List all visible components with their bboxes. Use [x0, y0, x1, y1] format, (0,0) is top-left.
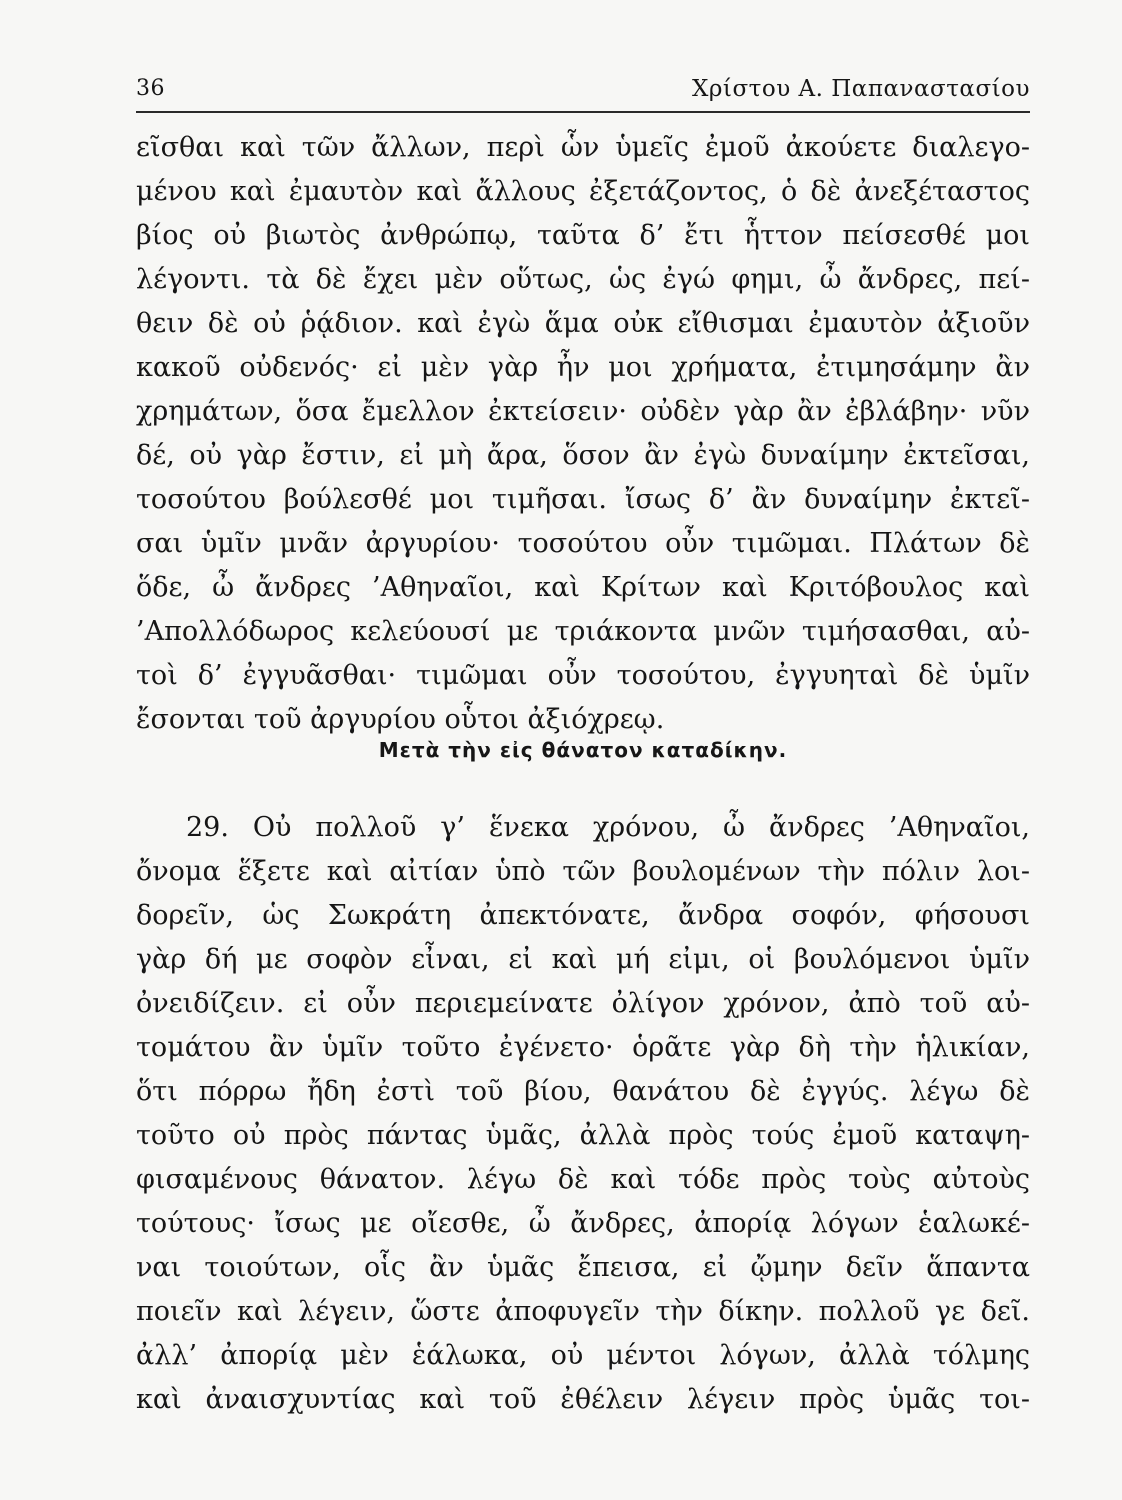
- text-line: ὄνομα ἕξετε καὶ αἰτίαν ὑπὸ τῶν βουλομένων τὴν πόλιν λοι-: [136, 856, 1030, 887]
- text-line: ὀνειδίζειν. εἰ οὖν περιεμείνατε ὀλίγον χρόνον, ἀπὸ τοῦ αὐ-: [136, 988, 1030, 1019]
- text-line: σαι ὑμῖν μνᾶν ἀργυρίου· τοσούτου οὖν τιμῶμαι. Πλάτων δὲ: [136, 528, 1030, 559]
- text-line: ὅδε, ὦ ἄνδρες ’Αθηναῖοι, καὶ Κρίτων καὶ Κριτόβουλος καὶ: [136, 572, 1030, 603]
- text-line: ἀλλ’ ἀπορίᾳ μὲν ἑάλωκα, οὐ μέντοι λόγων, ἀλλὰ τόλμης: [136, 1340, 1030, 1371]
- text-line: καὶ ἀναισχυντίας καὶ τοῦ ἐθέλειν λέγειν πρὸς ὑμᾶς τοι-: [136, 1384, 1030, 1415]
- text-block-chapter-29: [136, 806, 1030, 1422]
- text-line: τοσούτου βούλεσθέ μοι τιμῆσαι. ἴσως δ’ ἂν δυναίμην ἐκτεῖ-: [136, 484, 1030, 515]
- page-number: 36: [136, 76, 165, 101]
- text-line: ναι τοιούτων, οἷς ἂν ὑμᾶς ἔπεισα, εἰ ᾤμην δεῖν ἅπαντα: [136, 1252, 1030, 1283]
- running-title: Χρίστου Α. Παπαναστασίου: [692, 76, 1030, 102]
- text-line: χρημάτων, ὅσα ἔμελλον ἐκτείσειν· οὐδὲν γὰρ ἂν ἐβλάβην· νῦν: [136, 396, 1030, 427]
- text-line: δορεῖν, ὡς Σωκράτη ἀπεκτόνατε, ἄνδρα σοφόν, φήσουσι: [136, 900, 1030, 931]
- text-line: τοῦτο οὐ πρὸς πάντας ὑμᾶς, ἀλλὰ πρὸς τούς ἐμοῦ καταψη-: [136, 1120, 1030, 1151]
- header-rule: [136, 111, 1030, 113]
- text-line: εῖσθαι καὶ τῶν ἄλλων, περὶ ὧν ὑμεῖς ἐμοῦ ἀκούετε διαλεγο-: [136, 132, 1030, 163]
- text-block-continued: [136, 126, 1030, 742]
- section-heading: Μετὰ τὴν εἰς θάνατον καταδίκην.: [378, 738, 788, 762]
- text-line: τομάτου ἂν ὑμῖν τοῦτο ἐγένετο· ὁρᾶτε γὰρ δὴ τὴν ἡλικίαν,: [136, 1032, 1030, 1063]
- text-line: τούτους· ἴσως με οἴεσθε, ὦ ἄνδρες, ἀπορίᾳ λόγων ἑαλωκέ-: [136, 1208, 1030, 1239]
- running-head: [136, 72, 1030, 106]
- text-line: ποιεῖν καὶ λέγειν, ὥστε ἀποφυγεῖν τὴν δίκην. πολλοῦ γε δεῖ.: [136, 1296, 1030, 1327]
- text-line: φισαμένους θάνατον. λέγω δὲ καὶ τόδε πρὸς τοὺς αὐτοὺς: [136, 1164, 1030, 1195]
- text-line: ’Απολλόδωρος κελεύουσί με τριάκοντα μνῶν τιμήσασθαι, αὐ-: [136, 616, 1030, 647]
- text-line: ὅτι πόρρω ἤδη ἐστὶ τοῦ βίου, θανάτου δὲ ἐγγύς. λέγω δὲ: [136, 1076, 1030, 1107]
- text-line: λέγοντι. τὰ δὲ ἔχει μὲν οὕτως, ὡς ἐγώ φημι, ὦ ἄνδρες, πεί-: [136, 264, 1030, 295]
- text-line: 29. Οὐ πολλοῦ γ’ ἕνεκα χρόνου, ὦ ἄνδρες ’Αθηναῖοι,: [186, 812, 1030, 843]
- text-line: βίος οὐ βιωτὸς ἀνθρώπῳ, ταῦτα δ’ ἔτι ἧττον πείσεσθέ μοι: [136, 220, 1030, 251]
- text-line: δέ, οὐ γὰρ ἔστιν, εἰ μὴ ἄρα, ὅσον ἂν ἐγὼ δυναίμην ἐκτεῖσαι,: [136, 440, 1030, 471]
- text-line: μένου καὶ ἐμαυτὸν καὶ ἄλλους ἐξετάζοντος, ὁ δὲ ἀνεξέταστος: [136, 176, 1030, 207]
- text-line: κακοῦ οὐδενός· εἰ μὲν γὰρ ἦν μοι χρήματα, ἐτιμησάμην ἂν: [136, 352, 1030, 383]
- text-line: τοὶ δ’ ἐγγυᾶσθαι· τιμῶμαι οὖν τοσούτου, ἐγγυηταὶ δὲ ὑμῖν: [136, 660, 1030, 691]
- text-line: ἔσονται τοῦ ἀργυρίου οὗτοι ἀξιόχρεῳ.: [136, 704, 665, 735]
- text-line: γὰρ δή με σοφὸν εἶναι, εἰ καὶ μή εἰμι, οἱ βουλόμενοι ὑμῖν: [136, 944, 1030, 975]
- text-line: θειν δὲ οὐ ῥᾴδιον. καὶ ἐγὼ ἅμα οὐκ εἴθισμαι ἐμαυτὸν ἀξιοῦν: [136, 308, 1030, 339]
